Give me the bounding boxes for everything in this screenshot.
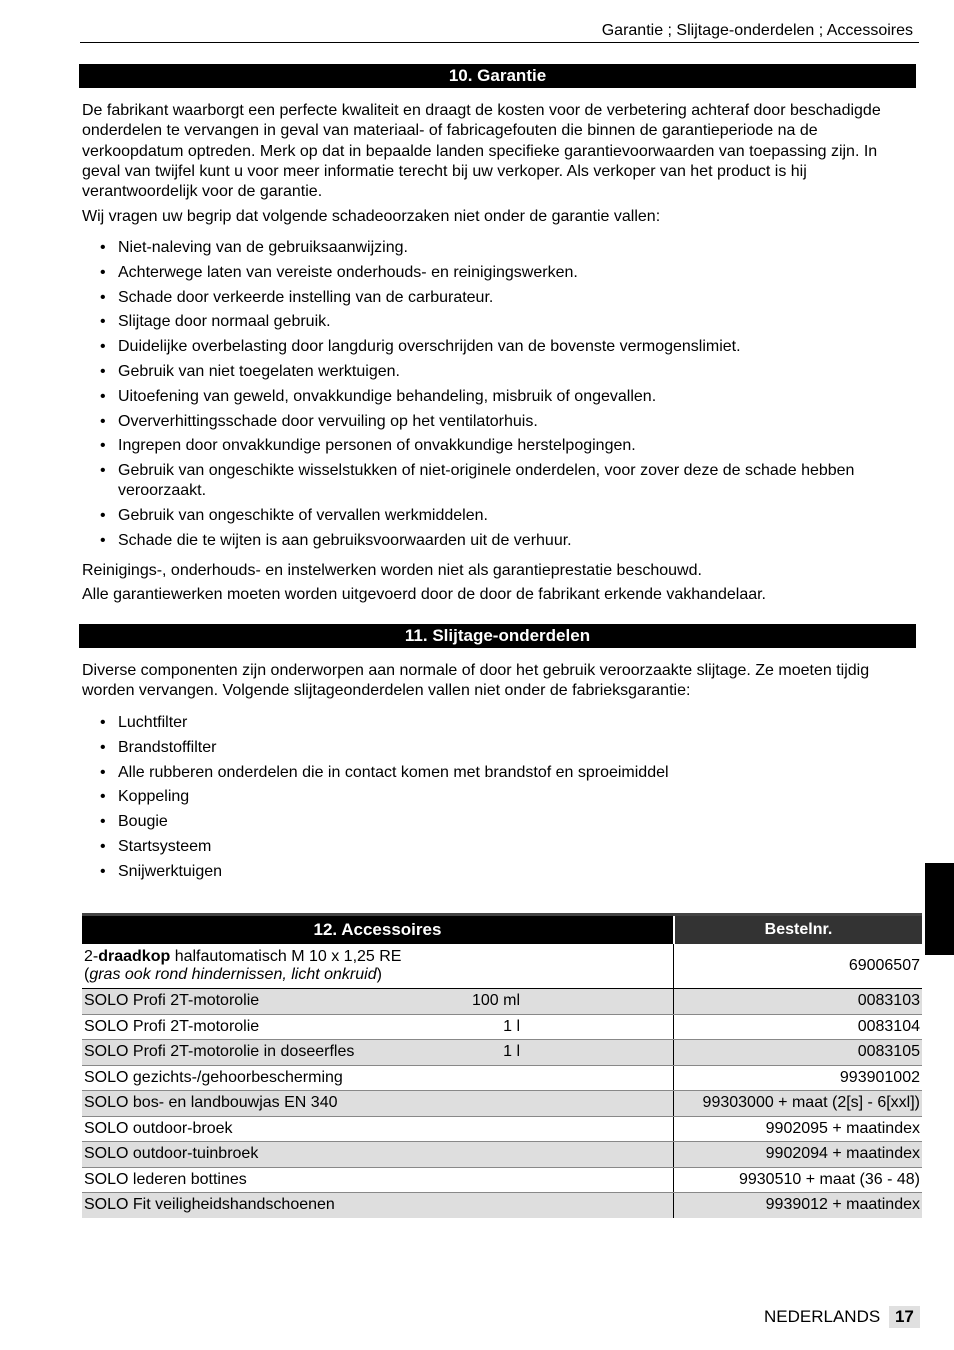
list-item: • Gebruik van ongeschikte of vervallen werkmiddelen. bbox=[100, 506, 900, 526]
list-item: • Schade door verkeerde instelling van de carburateur. bbox=[100, 288, 900, 308]
order-number: 69006507 bbox=[674, 944, 922, 989]
section-title-slijtage: 11. Slijtage-onderdelen bbox=[79, 624, 916, 648]
header-text: Garantie ; Slijtage-onderdelen ; Accessoires bbox=[601, 22, 913, 39]
order-number: 993901002 bbox=[674, 1065, 922, 1091]
accessory-name: SOLO bos- en landbouwjas EN 340 bbox=[84, 1094, 338, 1112]
table-row bbox=[82, 989, 922, 1015]
list-item: • Achterwege laten van vereiste onderhouds- en reinigingswerken. bbox=[100, 263, 900, 283]
table-row bbox=[82, 1193, 922, 1218]
accessory-name-cell bbox=[82, 989, 674, 1015]
accessory-name-cell bbox=[82, 1065, 674, 1091]
accessoires-table bbox=[82, 913, 922, 1218]
list-item: • Luchtfilter bbox=[100, 713, 900, 733]
accessory-name: SOLO Profi 2T-motorolie in doseerfles bbox=[84, 1043, 355, 1061]
list-item: • Koppeling bbox=[100, 787, 900, 807]
list-item: • Ingrepen door onvakkundige personen of onvakkundige herstelpogingen. bbox=[100, 436, 900, 456]
order-number: 0083103 bbox=[674, 989, 922, 1015]
page-header bbox=[80, 22, 919, 43]
order-number: 99303000 + maat (2[s] - 6[xxl]) bbox=[674, 1091, 922, 1117]
table-row bbox=[82, 1142, 922, 1168]
garantie-note-1: Reinigings-, onderhouds- en instelwerken worden niet als garantieprestatie beschouwd. bbox=[82, 562, 702, 579]
accessory-quantity: 1 l bbox=[503, 1043, 520, 1061]
accessory-name: SOLO outdoor-tuinbroek bbox=[84, 1145, 259, 1163]
list-item: • Bougie bbox=[100, 812, 900, 832]
garantie-intro: De fabrikant waarborgt een perfecte kwaliteit en draagt de kosten voor de verbetering achteraf door beschadigde onderdelen te vervangen in geval van materiaal- of fabricagefouten die binnen de garantieperiode na de verkoopdatum optreden. Merk op dat in bepaalde landen specifieke garantievoorwaarden van toepassing zijn. In geval van twijfel kunt u voor meer informatie terecht bij uw verkoper. Als verkoper van het product is hij verantwoordelijk voor de garantie. bbox=[82, 102, 881, 201]
accessory-quantity: 1 l bbox=[503, 1017, 520, 1035]
list-item: • Schade die te wijten is aan gebruiksvoorwaarden uit de verhuur. bbox=[100, 531, 900, 551]
order-number: 9902094 + maatindex bbox=[674, 1142, 922, 1168]
list-item: • Uitoefening van geweld, onvakkundige behandeling, misbruik of ongevallen. bbox=[100, 387, 900, 407]
page-footer bbox=[760, 1306, 920, 1328]
list-item: • Niet-naleving van de gebruiksaanwijzing. bbox=[100, 238, 900, 258]
order-number: 9902095 + maatindex bbox=[674, 1116, 922, 1142]
page-number: 17 bbox=[889, 1306, 920, 1328]
footer-language: NEDERLANDS bbox=[764, 1307, 881, 1326]
table-row bbox=[82, 1116, 922, 1142]
accessory-name-cell bbox=[82, 1091, 674, 1117]
garantie-lead: Wij vragen uw begrip dat volgende schadeoorzaken niet onder de garantie vallen: bbox=[82, 208, 661, 225]
garantie-note-2: Alle garantiewerken moeten worden uitgevoerd door de door de fabrikant erkende vakhandelaar. bbox=[82, 586, 766, 603]
table-row bbox=[82, 944, 922, 989]
accessory-name-cell bbox=[82, 1014, 674, 1040]
list-item: • Startsysteem bbox=[100, 837, 900, 857]
table-row bbox=[82, 1091, 922, 1117]
list-item: • Brandstoffilter bbox=[100, 738, 900, 758]
accessory-name-cell bbox=[82, 1142, 674, 1168]
accessory-name-cell bbox=[82, 1193, 674, 1218]
list-item: • Oververhittingsschade door vervuiling op het ventilatorhuis. bbox=[100, 412, 900, 432]
accessory-name-cell bbox=[82, 1116, 674, 1142]
accessory-name-cell bbox=[82, 1167, 674, 1193]
column-header-bestelnr: Bestelnr. bbox=[674, 915, 922, 945]
list-item: • Duidelijke overbelasting door langdurig overschrijden van de bovenste vermogenslimiet. bbox=[100, 337, 900, 357]
accessory-quantity: 100 ml bbox=[471, 992, 520, 1010]
list-item: • Alle rubberen onderdelen die in contact komen met brandstof en sproeimiddel bbox=[100, 763, 900, 783]
table-row bbox=[82, 1167, 922, 1193]
list-item: • Snijwerktuigen bbox=[100, 862, 900, 882]
accessory-name: SOLO Profi 2T-motorolie bbox=[84, 992, 260, 1010]
list-item: • Gebruik van niet toegelaten werktuigen. bbox=[100, 362, 900, 382]
accessory-name-cell bbox=[82, 1040, 674, 1066]
accessory-name: SOLO Fit veiligheidshandschoenen bbox=[84, 1196, 335, 1214]
garantie-exclusions-list bbox=[100, 238, 900, 556]
accessory-name: SOLO gezichts-/gehoorbescherming bbox=[84, 1068, 343, 1086]
language-tab-marker bbox=[925, 863, 954, 955]
slijtage-intro: Diverse componenten zijn onderworpen aan normale of door het gebruik veroorzaakte slijtage. Ze moeten tijdig worden vervangen. Volgende slijtageonderdelen vallen niet onder de fabrieksgarantie: bbox=[82, 662, 870, 700]
section-title-garantie: 10. Garantie bbox=[79, 64, 916, 88]
order-number: 9930510 + maat (36 - 48) bbox=[674, 1167, 922, 1193]
list-item: • Slijtage door normaal gebruik. bbox=[100, 312, 900, 332]
table-row bbox=[82, 1065, 922, 1091]
accessory-name: SOLO outdoor-broek bbox=[84, 1119, 233, 1137]
order-number: 0083104 bbox=[674, 1014, 922, 1040]
table-row bbox=[82, 1014, 922, 1040]
section-title-accessoires: 12. Accessoires bbox=[82, 915, 674, 945]
accessory-name: SOLO lederen bottines bbox=[84, 1170, 247, 1188]
order-number: 9939012 + maatindex bbox=[674, 1193, 922, 1218]
accessory-name: 2-draadkop halfautomatisch M 10 x 1,25 RE (gras ook rond hindernissen, licht onkruid) bbox=[82, 944, 674, 989]
accessory-name: SOLO Profi 2T-motorolie bbox=[84, 1017, 260, 1035]
slijtage-parts-list bbox=[100, 713, 900, 887]
order-number: 0083105 bbox=[674, 1040, 922, 1066]
table-row bbox=[82, 1040, 922, 1066]
list-item: • Gebruik van ongeschikte wisselstukken of niet-originele onderdelen, voor zover deze de schade hebben veroorzaakt. bbox=[100, 461, 900, 502]
